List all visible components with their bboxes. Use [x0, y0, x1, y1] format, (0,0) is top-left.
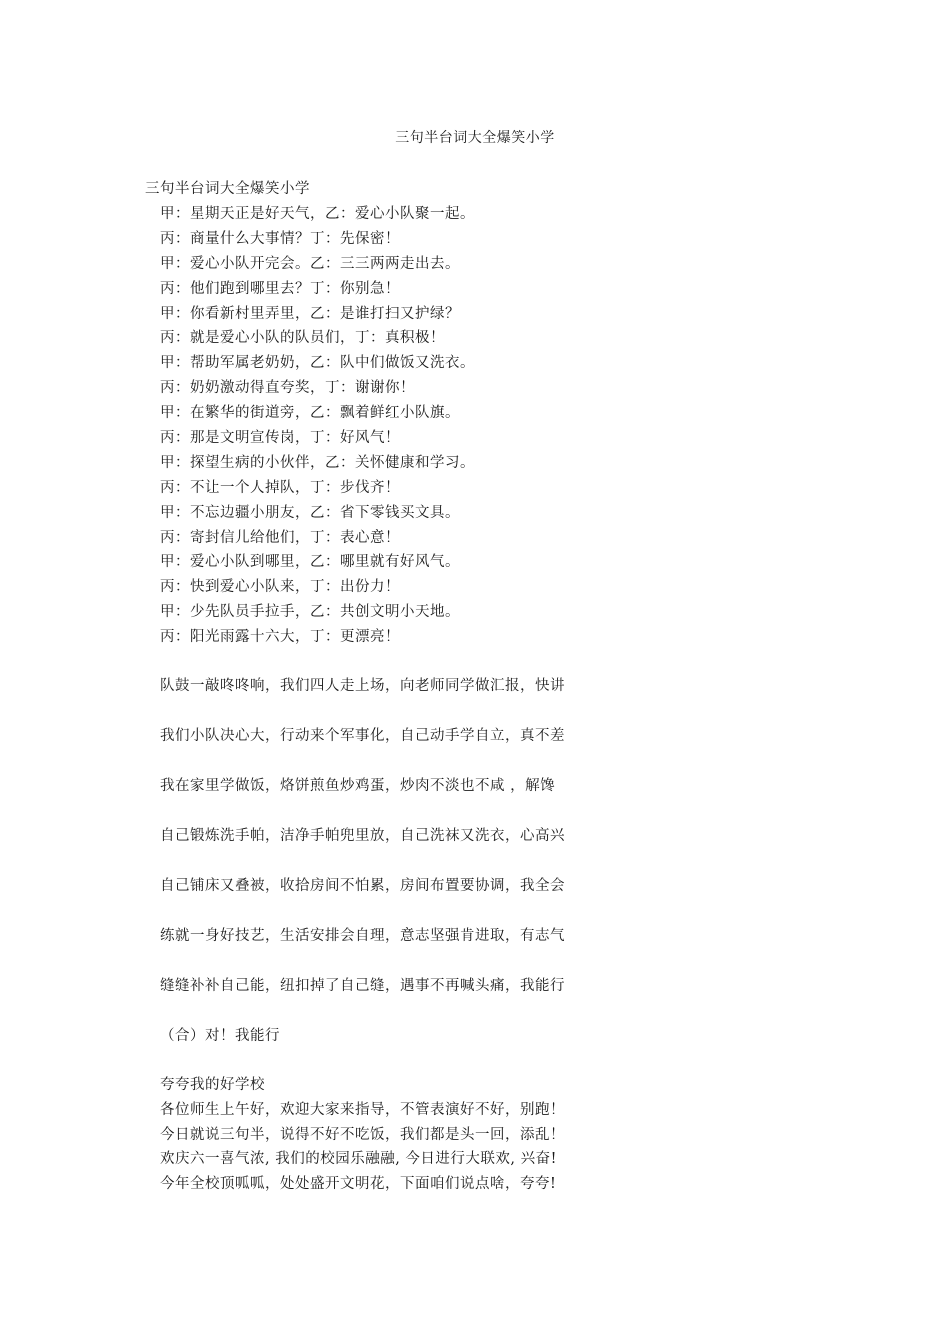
verse-line: （合）对！我能行	[160, 1028, 280, 1044]
dialogue-list	[160, 204, 475, 652]
dialogue-line: 丙：那是文明宣传岗，丁：好风气！	[160, 430, 400, 447]
dialogue-line: 甲：爱心小队到哪里，乙：哪里就有好风气。	[160, 554, 460, 571]
section2-heading: 夸夸我的好学校	[160, 1077, 265, 1093]
dialogue-line: 丙：就是爱心小队的队员们，丁：真积极！	[160, 330, 445, 347]
section-heading: 三句半台词大全爆笑小学	[145, 181, 310, 197]
verse-line: 自己铺床又叠被，收拾房间不怕累，房间布置要协调，我全会	[160, 878, 565, 894]
dialogue-line: 甲：爱心小队开完会。乙：三三两两走出去。	[160, 255, 460, 272]
verse-line: 缝缝补补自己能，纽扣掉了自己缝，遇事不再喊头痛，我能行	[160, 978, 565, 994]
dialogue-line: 甲：探望生病的小伙伴，乙：关怀健康和学习。	[160, 454, 475, 471]
dialogue-line: 丙：阳光雨露十六大，丁：更漂亮！	[160, 629, 400, 646]
dialogue-line: 甲：在繁华的街道旁，乙：飘着鲜红小队旗。	[160, 405, 460, 422]
dialogue-line: 甲：帮助军属老奶奶，乙：队中们做饭又洗衣。	[160, 355, 475, 372]
section2-line: 欢庆六一喜气浓, 我们的校园乐融融, 今日进行大联欢, 兴奋!	[160, 1151, 557, 1167]
verse-list	[160, 676, 565, 1076]
document-title: 三句半台词大全爆笑小学	[395, 130, 555, 146]
dialogue-line: 甲：星期天正是好天气，乙：爱心小队聚一起。	[160, 206, 475, 222]
dialogue-line: 丙：商量什么大事情？丁：先保密！	[160, 230, 400, 247]
verse-line: 我们小队决心大，行动来个军事化，自己动手学自立，真不差	[160, 728, 565, 744]
dialogue-line: 甲：不忘边疆小朋友，乙：省下零钱买文具。	[160, 504, 460, 521]
section2-line: 今年全校顶呱呱，处处盛开文明花，下面咱们说点啥，夸夸!	[160, 1175, 557, 1192]
section2-list	[160, 1100, 565, 1198]
dialogue-line: 丙：快到爱心小队来，丁：出份力！	[160, 579, 400, 596]
verse-line: 我在家里学做饭，烙饼煎鱼炒鸡蛋，炒肉不淡也不咸 ，解馋	[160, 778, 556, 794]
verse-line: 自己锻炼洗手帕，洁净手帕兜里放，自己洗袜又洗衣，心高兴	[160, 828, 565, 844]
dialogue-line: 甲：少先队员手拉手，乙：共创文明小天地。	[160, 604, 460, 621]
dialogue-line: 丙：寄封信儿给他们，丁：表心意！	[160, 529, 400, 546]
section2-line: 各位师生上午好，欢迎大家来指导，不管表演好不好，别跑！	[160, 1102, 565, 1118]
verse-line: 队鼓一敲咚咚响，我们四人走上场，向老师同学做汇报，快讲	[160, 678, 565, 694]
dialogue-line: 甲：你看新村里弄里，乙：是谁打扫又护绿？	[160, 305, 460, 322]
dialogue-line: 丙：奶奶激动得直夸奖，丁：谢谢你！	[160, 380, 415, 397]
verse-line: 练就一身好技艺，生活安排会自理，意志坚强肯进取，有志气	[160, 928, 565, 944]
dialogue-line: 丙：他们跑到哪里去？丁：你别急！	[160, 280, 400, 297]
dialogue-line: 丙：不让一个人掉队，丁：步伐齐！	[160, 479, 400, 496]
section2-line: 今日就说三句半，说得不好不吃饭，我们都是头一回，添乱！	[160, 1126, 565, 1143]
